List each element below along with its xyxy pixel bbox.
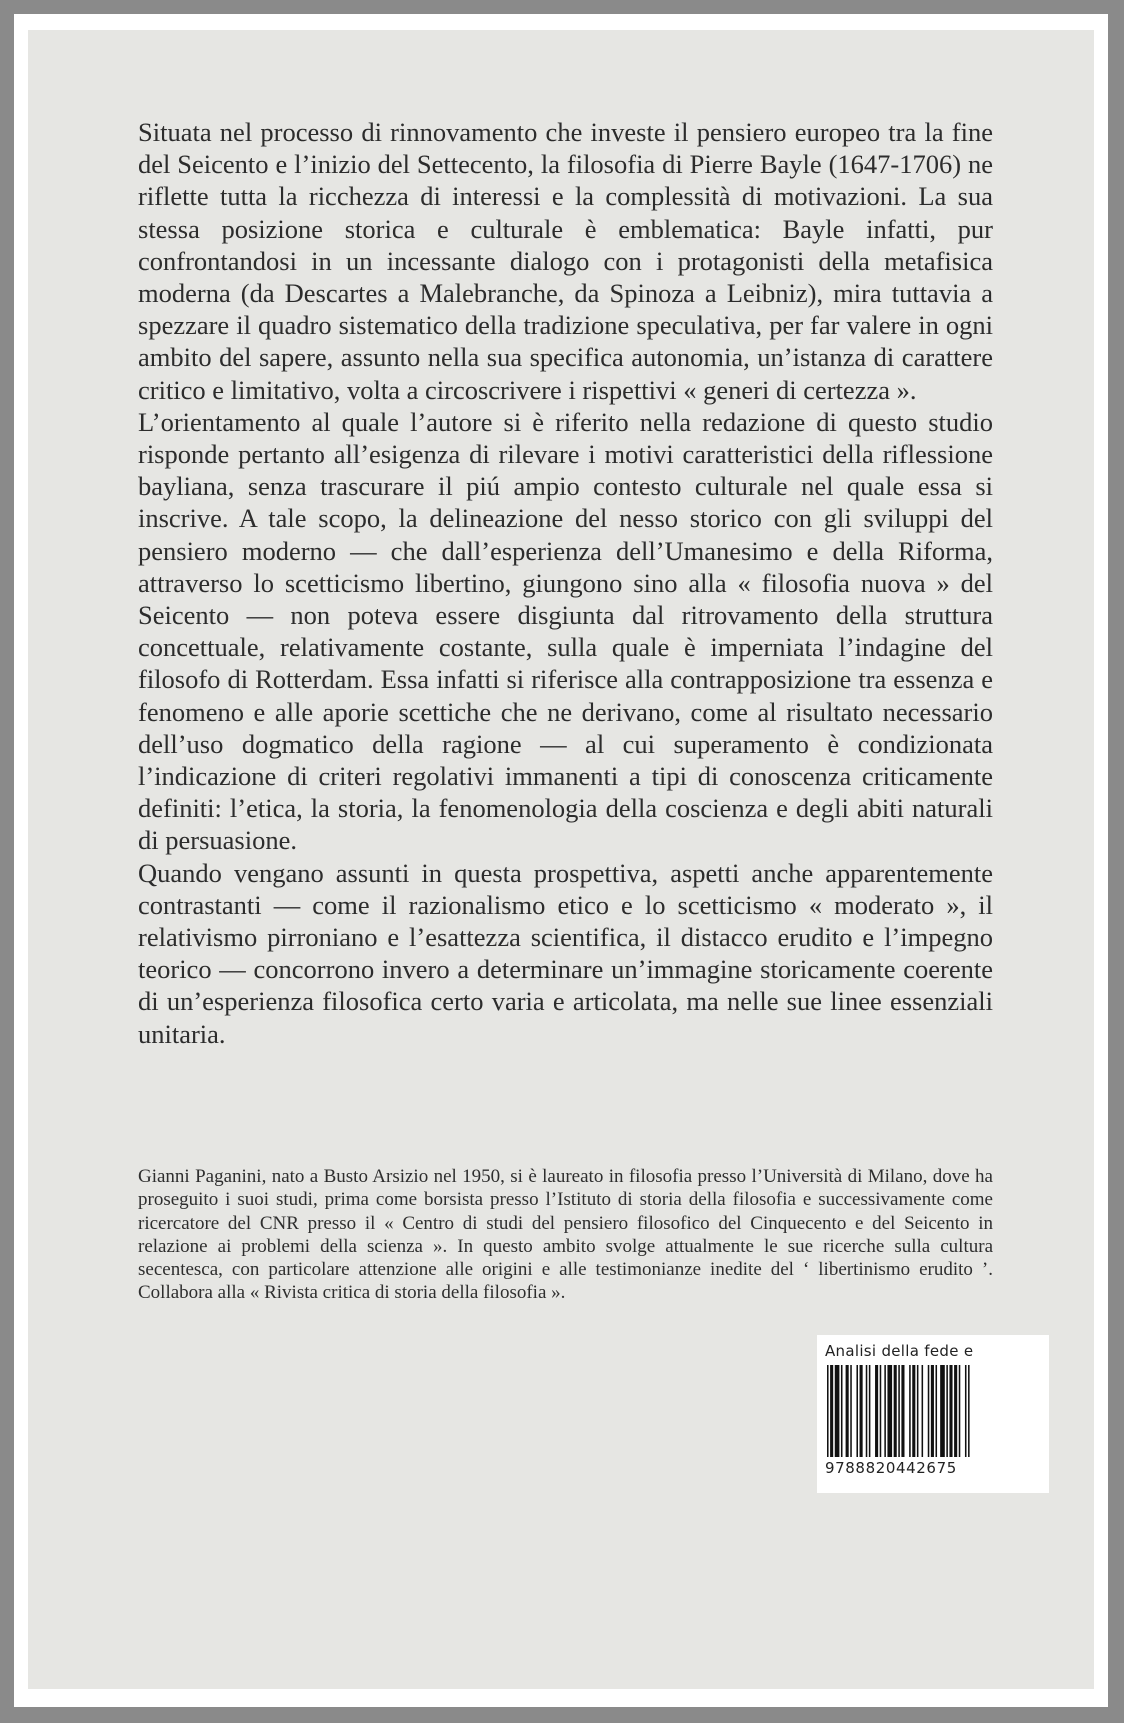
barcode-bar (936, 1365, 938, 1457)
barcode-icon (825, 1365, 1025, 1457)
barcode-bar (968, 1365, 970, 1457)
barcode-bar (898, 1365, 900, 1457)
barcode-bar (954, 1365, 957, 1457)
barcode-bar (856, 1365, 858, 1457)
synopsis-paragraph-1: Situata nel processo di rinnovamento che investe il pensiero europeo tra la fine del Seicento e l’inizio del Settecento, la filosofia di Pierre Bayle (1647-1706) ne riflette tutta la ricchezza di interessi e la complessità di motivazioni. La sua stessa posizione storica e culturale è emblematica: Bayle infatti, pur confrontandosi in un incessante dialogo con i protagonisti della metafisica moderna (da Descartes a Malebranche, da Spinoza a Leibniz), mira tuttavia a spezzare il quadro sistematico della tradizione speculativa, per far valere in ogni ambito del sapere, assunto nella sua specifica autonomia, un’istanza di carattere critico e limitativo, volta a circoscrivere i rispettivi « generi di certezza ». (138, 117, 993, 405)
barcode-bar (869, 1365, 871, 1457)
barcode-bar (901, 1365, 904, 1457)
barcode-bar (860, 1365, 863, 1457)
barcode-bar (830, 1365, 833, 1457)
synopsis-paragraph-2: L’orientamento al quale l’autore si è riferito nella redazione di questo studio risponde pertanto all’esigenza di rilevare i motivi caratteristici della riflessione bayliana, senza trascurare il piú ampio contesto culturale nel quale essa si inscrive. A tale scopo, la delineazione del nesso storico con gli sviluppi del pensiero moderno — che dall’esperienza dell’Umanesimo e della Riforma, attraverso lo scetticismo libertino, giungono sino alla « filosofia nuova » del Seicento — non poteva essere disgiunta dal ritrovamento della struttura concettuale, relativamente costante, sulla quale è imperniata l’indagine del filosofo di Rotterdam. Essa infatti si riferisce alla contrapposizione tra essenza e fenomeno e alle aporie scettiche che ne derivano, come al risultato necessario dell’uso dogmatico della ragione — al cui superamento è condizionata l’indicazione di criteri regolativi immanenti a tipi di conoscenza criticamente definiti: l’etica, la storia, la fenomenologia della coscienza e degli abiti naturali di persuasione. (138, 406, 993, 856)
barcode-bar (894, 1365, 897, 1457)
barcode-number: 9788820442675 (825, 1459, 957, 1477)
barcode-bar (965, 1365, 967, 1457)
synopsis-paragraph-3: Quando vengano assunti in questa prospettiva, aspetti anche apparentemente contrastanti — come il razionalismo etico e lo scetticismo « moderato », il relativismo pirroniano e l’esattezza scientifica, il distacco erudito e l’impegno teorico — concorrono invero a determinare un’immagine storicamente coerente di un’esperienza filosofica certo varia e articolata, ma nelle sue linee essenziali unitaria. (138, 857, 993, 1049)
barcode-bar (922, 1365, 924, 1457)
book-back-cover-frame (14, 14, 1108, 1707)
barcode-bar (887, 1365, 892, 1457)
barcode-bar (928, 1365, 930, 1457)
synopsis-text (138, 116, 993, 1050)
barcode-label (817, 1335, 1049, 1493)
barcode-bar (912, 1365, 915, 1457)
barcode-bar (940, 1365, 945, 1457)
barcode-bar (946, 1365, 948, 1457)
barcode-bar (841, 1365, 843, 1457)
barcode-bar (959, 1365, 961, 1457)
barcode-bar (875, 1365, 878, 1457)
author-bio (138, 1165, 993, 1305)
barcode-bar (884, 1365, 886, 1457)
barcode-title: Analisi della fede e (825, 1342, 974, 1360)
barcode-bar (846, 1365, 849, 1457)
book-back-cover (28, 30, 1094, 1689)
barcode-bar (909, 1365, 911, 1457)
author-bio-paragraph: Gianni Paganini, nato a Busto Arsizio nel 1950, si è laureato in filosofia presso l’Università di Milano, dove ha proseguito i suoi studi, prima come borsista presso l’Istituto di storia della filosofia e successivamente come ricercatore del CNR presso il « Centro di studi del pensiero filosofico del Cinquecento e del Seicento in relazione ai problemi della scienza ». In questo ambito svolge attualmente le sue ricerche sulla cultura secentesca, con particolare attenzione alle origini e alle testimonianze inedite del ‘ libertinismo erudito ’. Collabora alla « Rivista critica di storia della filosofia ». (138, 1166, 993, 1304)
barcode-bar (835, 1365, 840, 1457)
barcode-bar (850, 1365, 852, 1457)
barcode-bar (880, 1365, 882, 1457)
barcode-bar (931, 1365, 934, 1457)
barcode-bar (917, 1365, 919, 1457)
barcode-bar (866, 1365, 868, 1457)
barcode-bar (949, 1365, 952, 1457)
barcode-bar (827, 1365, 829, 1457)
